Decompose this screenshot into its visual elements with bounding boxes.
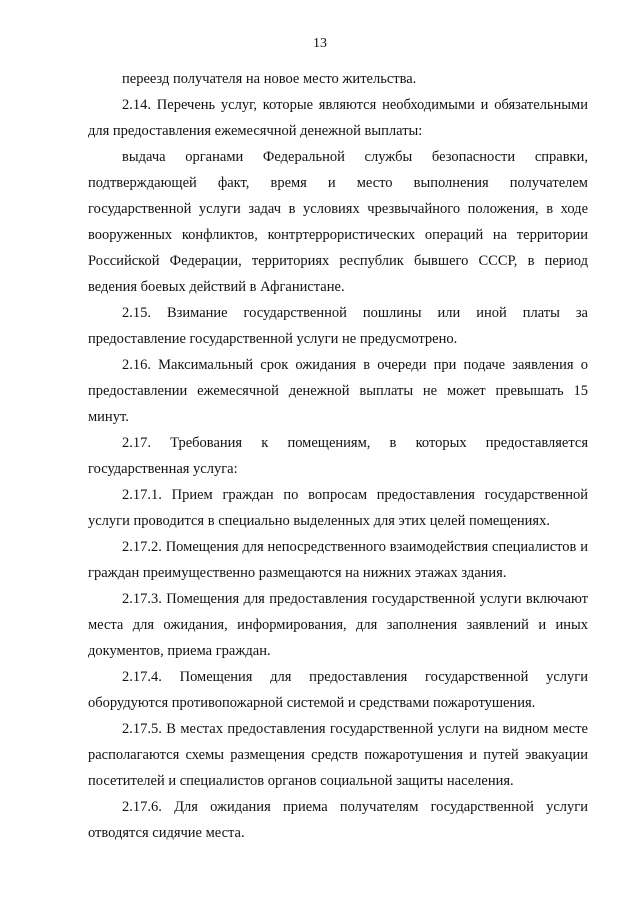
- paragraph-2-16: 2.16. Максимальный срок ожидания в очереди при подаче заявления о предоставлении ежемесячной денежной выплаты не может превышать 15 минут.: [88, 357, 588, 425]
- paragraph-2-17-5: 2.17.5. В местах предоставления государственной услуги на видном месте располагаются схемы размещения средств пожаротушения и путей эвакуации посетителей и специалистов органов социальной защиты населения.: [88, 721, 588, 789]
- paragraph-2-17-2: 2.17.2. Помещения для непосредственного взаимодействия специалистов и граждан преимущественно размещаются на нижних этажах здания.: [88, 539, 588, 581]
- page-number: 13: [313, 36, 327, 51]
- paragraph-2-17-3: 2.17.3. Помещения для предоставления государственной услуги включают места для ожидания, информирования, для заполнения заявлений и иных документов, приема граждан.: [88, 591, 588, 659]
- paragraph-2-15: 2.15. Взимание государственной пошлины или иной платы за предоставление государственной услуги не предусмотрено.: [88, 305, 588, 347]
- paragraph-2-17-4: 2.17.4. Помещения для предоставления государственной услуги оборудуются противопожарной системой и средствами пожаротушения.: [88, 669, 588, 711]
- paragraph-2-14: 2.14. Перечень услуг, которые являются необходимыми и обязательными для предоставления ежемесячной денежной выплаты:: [88, 97, 588, 139]
- paragraph-fsb-certificate: выдача органами Федеральной службы безопасности справки, подтверждающей факт, время и место выполнения получателем государственной услуги задач в условиях чрезвычайного положения, в ходе вооруженных конфликтов, контртеррористических операций на территории Российской Федерации, территориях республик бывшего СССР, в период ведения боевых действий в Афганистане.: [88, 149, 588, 295]
- paragraph-2-17: 2.17. Требования к помещениям, в которых предоставляется государственная услуга:: [88, 435, 588, 477]
- paragraph-2-17-1: 2.17.1. Прием граждан по вопросам предоставления государственной услуги проводится в специально выделенных для этих целей помещениях.: [88, 487, 588, 529]
- paragraph: переезд получателя на новое место жительства.: [122, 71, 417, 87]
- paragraph-2-17-6: 2.17.6. Для ожидания приема получателям государственной услуги отводятся сидячие места.: [88, 799, 588, 841]
- document-body: [88, 66, 588, 846]
